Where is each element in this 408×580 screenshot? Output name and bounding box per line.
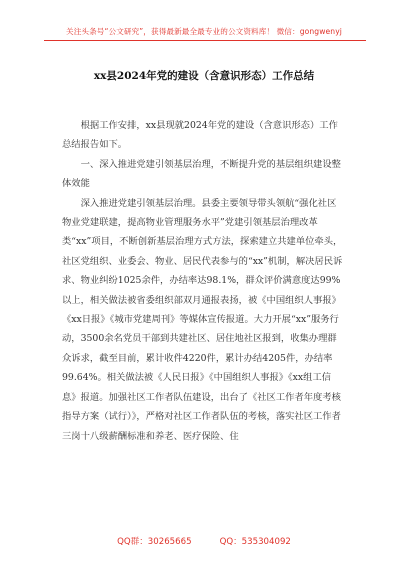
footer-contact [0, 535, 408, 547]
document-title: xx县2024年党的建设（含意识形态）工作总结 [93, 70, 315, 82]
paragraph-governance: 深入推进党建引领基层治理。县委主要领导带头领航“强化社区物业党建联建，提高物业管理服务水平”党建引领基层治理改革类“xx”项目，不断创新基层治理方式方法，探索建立共建单位牵头，社区党组织、业委会、物业、居民代表参与的“xx”机制，解决居民诉求、物业纠纷1025余件，办结率达98.1%，群众评价满意度达99%以上，相关做法被省委组织部双月通报表扬，被《中国组织人事报》《xx日报》《城市党建周刊》等媒体宣传报道。大力开展“xx”服务行动，3500余名党员干部到共建社区、居住地社区报到，收集办理群众诉求，截至目前，累计收件4220件，累计办结4205件，办结率99.64%。相关做法被《人民日报》《中国组织人事报》《xx组工信息》报道。加强社区工作者队伍建设，出台了《社区工作者年度考核指导方案（试行）》，严格对社区工作者队伍的考核，落实社区工作者三岗十八级薪酬标准和养老、医疗保险、住 [62, 197, 343, 442]
document-body [62, 116, 344, 446]
header-banner: 关注头条号“公文研究”，获得最新最全最专业的公文资料库！ 微信：gongwenyj [66, 27, 342, 36]
header-divider [44, 40, 366, 41]
section-heading-1: 一、深入推进党建引领基层治理，不断提升党的基层组织建设整体效能 [62, 158, 341, 190]
paragraph-intro: 根据工作安排，xx县现就2024年党的建设（含意识形态）工作总结报告如下。 [62, 120, 338, 151]
footer-qq-group: QQ群：30265665 [117, 537, 192, 547]
footer-qq: QQ：535304092 [219, 537, 291, 547]
